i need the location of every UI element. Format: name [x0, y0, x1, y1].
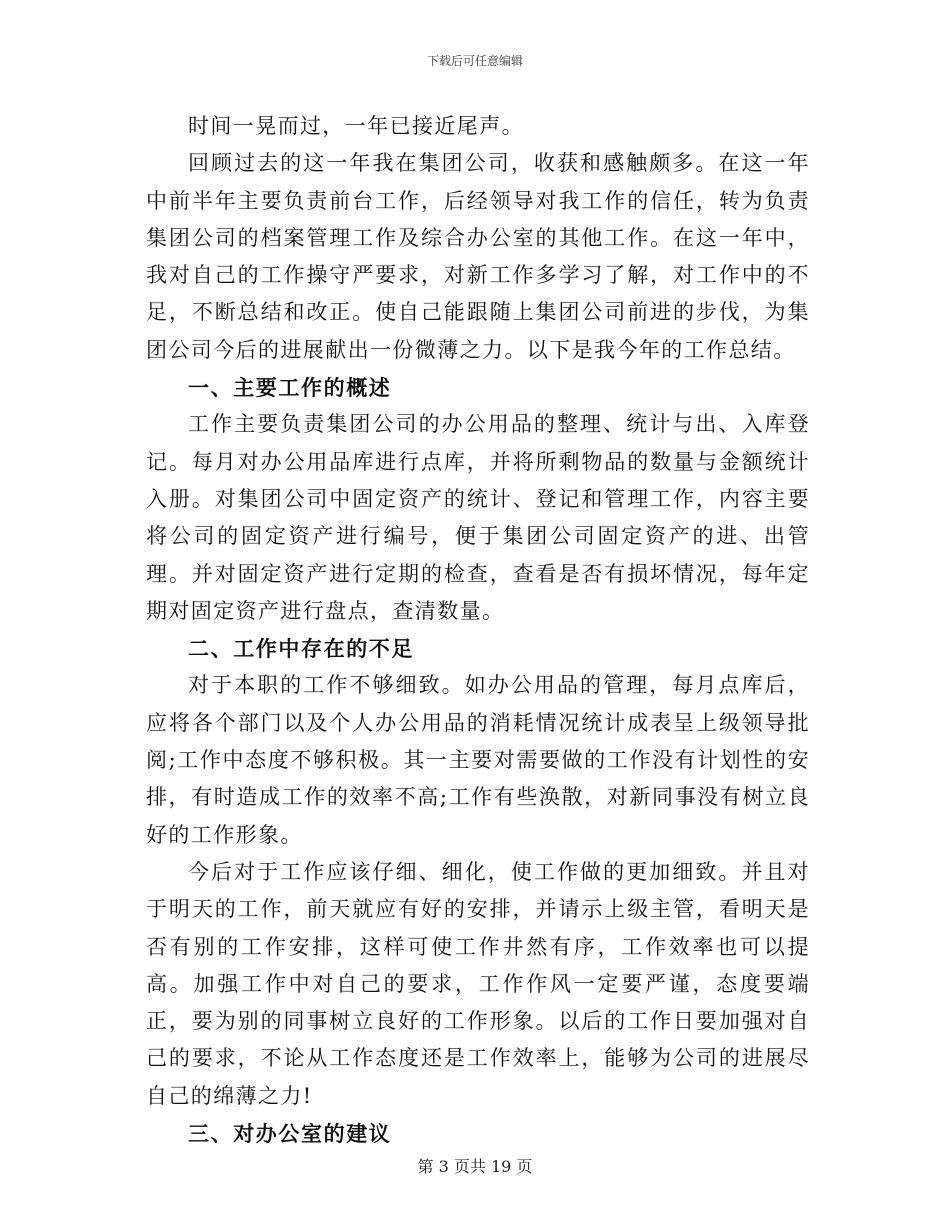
paragraph-main-work: 工作主要负责集团公司的办公用品的整理、统计与出、入库登记。每月对办公用品库进行点库，并将所剩物品的数量与金额统计入册。对集团公司中固定资产的统计、登记和管理工作，内容主要将公司的固定资产进行编号，便于集团公司固定资产的进、出管理。并对固定资产进行定期的检查，查看是否有损坏情况，每年定期对固定资产进行盘点，查清数量。 [146, 412, 810, 623]
section-heading-2: 二、工作中存在的不足 [188, 636, 414, 662]
page-number: 第 3 页共 19 页 [417, 1157, 533, 1176]
paragraph-shortcomings: 对于本职的工作不够细致。如办公用品的管理，每月点库后，应将各个部门以及个人办公用品的消耗情况统计成表呈上级领导批阅;工作中态度不够积极。其一主要对需要做的工作没有计划性的安排，有时造成工作的效率不高;工作有些涣散，对新同事没有树立良好的工作形象。 [146, 673, 810, 847]
section-heading-1: 一、主要工作的概述 [188, 375, 392, 401]
paragraph-review: 回顾过去的这一年我在集团公司，收获和感触颇多。在这一年中前半年主要负责前台工作，后经领导对我工作的信任，转为负责集团公司的档案管理工作及综合办公室的其他工作。在这一年中，我对自己的工作操守严要求，对新工作多学习了解，对工作中的不足，不断总结和改正。使自己能跟随上集团公司前进的步伐，为集团公司今后的进展献出一份微薄之力。以下是我今年的工作总结。 [146, 151, 810, 362]
paragraph-improvements: 今后对于工作应该仔细、细化，使工作做的更加细致。并且对于明天的工作，前天就应有好的安排，并请示上级主管，看明天是否有别的工作安排，这样可使工作井然有序，工作效率也可以提高。加强工作中对自己的要求，工作作风一定要严谨，态度要端正，要为别的同事树立良好的工作形象。以后的工作日要加强对自己的要求，不论从工作态度还是工作效率上，能够为公司的进展尽自己的绵薄之力! [146, 859, 810, 1108]
page-header-note: 下载后可任意编辑 [426, 54, 523, 68]
section-heading-3: 三、对办公室的建议 [188, 1121, 392, 1147]
paragraph-intro: 时间一晃而过，一年已接近尾声。 [188, 114, 524, 138]
document-body [146, 108, 810, 1152]
